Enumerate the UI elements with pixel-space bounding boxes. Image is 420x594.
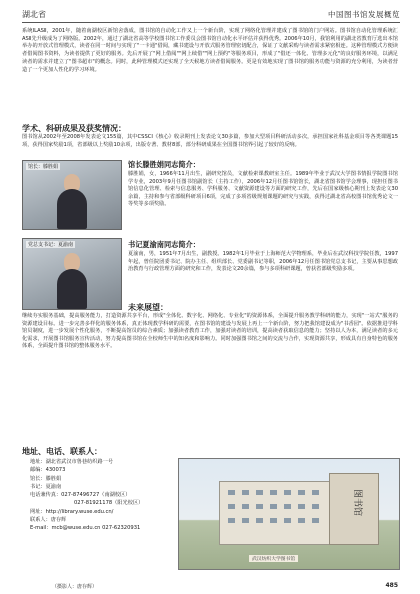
building-plaque: 武汉纺织大学图书馆: [249, 555, 298, 562]
secretary-heading: 书记夏渝南同志简介：: [128, 240, 200, 249]
contact-phone: 电话兼传真：027-87496727（南湖校区）: [30, 492, 131, 499]
secretary-portrait-body: [57, 269, 87, 309]
achievements-paragraph: 图书馆从2002年至2008年发表论文155篇，其中CSSCI《核心》收录期刊上发表论文30多篇，参加大型项目科研活动多次，承担国家社科基金项目等各类课题15项，获得国家奖励1项，省部级以上奖励10余项，出版专著、教材8部，部分科研成果在全国图书馆界引起了较好的反响。: [22, 134, 398, 148]
window: [312, 490, 319, 495]
intro-paragraph: 系统ILASⅡ，2001年，随着南湖校区新馆舍落成，图书馆的自动化工作又上一个新台阶，实现了网络化管理并建成了图书馆的门户网站。图书馆自动化管理系统汇ASⅡ先升级成为了网络版。2002年，通过了湖北省高等学校图书馆工作委员会图书馆自动化水平评估并获得优秀。2006年10月，我馆利用的湖北省教育厅选出本馆举办的开放式管理模式，读者在同一时间与实现了"一卡通"借阅，藏书建设与开放式服务管理密切配合，保证了文献采购与读者需求紧密相连。这种管理模式方便读者借阅图书资料，为读者提供了更好的服务。先后开展了"网上借阅""网上续借""网上预约"等服务项目，形成了"借还一体化、管理多元化"的良好服务环境，以满足读者的需求并建立了"图书超市"的概念。同时，此种管理模式还实现了全天候地方读者借阅服务。更是有效地实现了图书馆的服务功能与资源的充分利用，为读者营造了一个更加人性化的学习环境。: [22, 28, 398, 73]
outlook-paragraph: 继续夯实服务基础，提高服务能力，打造资源共享平台，形成"全体化、数字化、网络化、专业化"的资源体系，全面提升服务教学科研的能力，实现"一站式"服务的资源建设目标。进一步完善多样化的服务体系，真正体现教学科研的需要，在图书馆的建设与发展上再上一个新台阶，努力把我馆建设成为"书香园"。依据推进学科馆员制度，进一步发展个性化服务，不断提高馆员的综合素质；加强读者教育工作，加强对读者的培训，提高读者获取信息的能力；坚持以人为本，满足读者的多元化需求，开展图书馆服务宣传活动，努力提高图书馆在全校师生中的知名度和影响力。同时加强图书馆之间的交流与合作，实现资源共享，形成具有自身特色的服务体系，全面提升图书馆的整体服务水平。: [22, 313, 398, 350]
contact-email[interactable]: E-mail：mcb@wuse.edu.cn 027-62320931: [30, 525, 141, 532]
window: [256, 504, 263, 509]
window: [242, 504, 249, 509]
contact-phone-2: 027-81921178（阳光校区）: [74, 500, 144, 507]
director-portrait-body: [57, 189, 87, 229]
director-photo-caption: 馆长：滕胜娟: [28, 164, 59, 170]
window: [256, 490, 263, 495]
window: [298, 504, 305, 509]
window: [284, 518, 291, 523]
contact-website[interactable]: 网址：http://library.wuse.edu.cn/: [30, 508, 114, 515]
window: [284, 504, 291, 509]
header-book-title: 中国图书馆发展概览: [328, 10, 400, 19]
contact-director: 馆长：滕胜娟: [30, 475, 62, 482]
page-number: 485: [385, 582, 398, 589]
contact-postcode: 邮编：430073: [30, 467, 66, 474]
section-heading-achievements: 学术、科研成果及获奖情况：: [22, 124, 126, 133]
building-main-block: [219, 481, 341, 545]
section-heading-outlook: 未来展望：: [128, 303, 168, 312]
window: [298, 490, 305, 495]
section-heading-contact: 地址、电话、联系人：: [22, 447, 102, 456]
window: [270, 490, 277, 495]
secretary-photo: [22, 238, 122, 310]
contact-person: 联系人：唐存辉: [30, 517, 67, 524]
window: [284, 490, 291, 495]
window: [270, 518, 277, 523]
library-building-photo: [178, 458, 400, 570]
window: [270, 504, 277, 509]
director-heading: 馆长滕胜娟同志简介：: [128, 160, 200, 169]
window: [242, 490, 249, 495]
page-header: [22, 8, 400, 23]
header-province: 湖北省: [22, 10, 46, 19]
window: [312, 504, 319, 509]
secretary-photo-caption: 党总支书记：夏渝南: [28, 242, 74, 248]
contact-address: 地址：湖北省武汉市鲁巷纺织路一号: [30, 459, 114, 465]
secretary-bio: 夏渝南，男，1951年7月出生，副教授。1982年1月毕业于上海师范大学物理系，毕业后在武汉科技学院任教，1997年起，曾任院团委书记、院办主任、组织部长、党委副书记等职，2006年12月任图书馆党总支书记，主要从事思想政治教育与行政管理方面的研究和工作，发表论文20余篇，参与多项科研课题，曾获省部级奖励多项。: [128, 251, 398, 273]
director-bio: 滕胜娟，女，1966年11月出生，副研究馆员，文献检索课教研室主任。1989年毕业于武汉大学图书情报学院图书馆学专业，2003年9月任图书馆副馆长（主持工作），2006年12月任图书馆馆长，湖北省图书馆学会理事，现担任图书馆信息化管理、检索与信息服务、学科服务、文献资源建设等方面的研究工作，先后在国家级核心期刊上发表论文30余篇，主持和参与省部级科研项目6项，完成了多项省级规划课题的研究与实践，获得过湖北省高校图书馆优秀论文一等奖等多项奖励。: [128, 171, 398, 208]
contact-secretary: 书记：夏渝南: [30, 483, 62, 490]
building-sign: 图书馆: [352, 489, 362, 517]
director-photo: [22, 160, 122, 230]
window: [228, 504, 235, 509]
window: [228, 518, 235, 523]
window: [228, 490, 235, 495]
contact-block: [30, 458, 143, 533]
window: [312, 518, 319, 523]
photo-credit: （摄影人：唐存辉）: [52, 584, 98, 590]
window: [242, 518, 249, 523]
window: [298, 518, 305, 523]
window: [256, 518, 263, 523]
